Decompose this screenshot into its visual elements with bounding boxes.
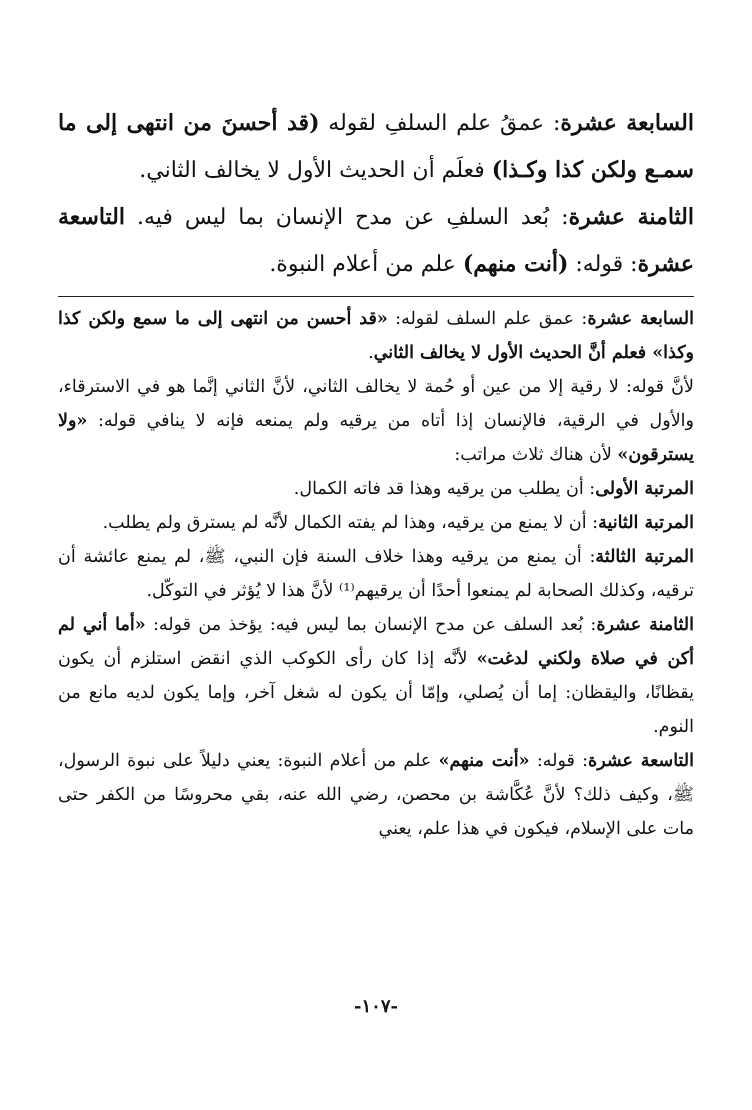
- text-run: : بُعد السلف عن مدح الإنسان بما ليس فيه: يؤخذ من قوله:: [145, 615, 597, 635]
- issue-heading: التاسعة عشرة: [588, 751, 695, 771]
- hadith-quote: «ولا يسترقون»: [58, 411, 694, 465]
- section-divider: [58, 296, 694, 297]
- level-two: [58, 506, 694, 540]
- text-run: لأنَّه إذا كان رأى الكوكب الذي انقض استلزم أن يكون يقظانًا، واليقظان: إما أن يُصلي، وإمّا أن يكون له شغل آخر، وإما يكون لديه مانع من النوم.: [58, 649, 694, 737]
- text-run: علم من أعلام النبوة.: [269, 252, 463, 277]
- hadith-quote: «قد أحسن من انتهى إلى ما سمع ولكن كذا وكذا» فعلم أنَّ الحديث الأول لا يخالف الثاني: [58, 309, 694, 363]
- commentary-paragraph-18: [58, 608, 694, 744]
- text-run: .: [368, 343, 374, 363]
- text-run: : عمق علم السلف لقوله:: [387, 309, 588, 329]
- hadith-quote: (أنت منهم): [462, 251, 569, 277]
- hadith-quote: «أنت منهم»: [438, 751, 530, 771]
- text-run: : أن يمنع من يرقيه وهذا خلاف السنة فإن النبي، ﷺ، لم يمنع عائشة أن ترقيه، وكذلك الصحابة لم يمنعوا أحدًا أن يرقيهم⁽¹⁾ لأنَّ هذا لا يُؤثر في التوكّل.: [58, 547, 694, 601]
- issue-heading: التاسعة عشرة: [58, 204, 694, 277]
- commentary-paragraph-ruqya: [58, 370, 694, 472]
- text-run: لأن هناك ثلاث مراتب:: [454, 445, 618, 465]
- level-one: [58, 472, 694, 506]
- main-text: [58, 100, 694, 288]
- text-run: : أن يطلب من يرقيه وهذا قد فاته الكمال.: [293, 479, 596, 499]
- page-number: -١٠٧-: [354, 996, 398, 1017]
- issue-heading: الثامنة عشرة: [596, 615, 694, 635]
- issue-heading: السابعة عشرة: [560, 110, 694, 136]
- commentary-text: [58, 302, 694, 846]
- level-heading: المرتبة الثانية: [598, 513, 694, 533]
- issue-heading: السابعة عشرة: [587, 309, 695, 329]
- text-run: : قوله:: [568, 252, 638, 277]
- main-paragraph-18-19: [58, 194, 694, 288]
- text-run: علم من أعلام النبوة: يعني دليلاً على نبوة الرسول، ﷺ، وكيف ذلك؟ لأنَّ عُكَّاشة بن محصن، رضي الله عنه، بقي محروسًا من الكفر حتى مات على الإسلام، فيكون في هذا علم، يعني: [58, 751, 694, 839]
- hadith-quote: «أما أني لم أكن في صلاة ولكني لدغت»: [58, 615, 694, 669]
- commentary-paragraph-17: [58, 302, 694, 370]
- commentary-paragraph-19: [58, 744, 694, 846]
- text-run: : عمقُ علم السلفِ لقوله: [319, 111, 561, 136]
- level-heading: المرتبة الأولى: [595, 479, 694, 499]
- main-paragraph-17: [58, 100, 694, 194]
- hadith-quote: (قد أحسنَ من انتهى إلى ما سمـع ولكن كذا وكـذا): [58, 110, 694, 183]
- text-run: : قوله:: [529, 751, 589, 771]
- text-run: فعلَم أن الحديث الأول لا يخالف الثاني.: [139, 158, 492, 183]
- level-heading: المرتبة الثالثة: [595, 547, 694, 567]
- text-run: : أن لا يمنع من يرقيه، وهذا لم يفته الكمال لأنَّه لم يسترق ولم يطلب.: [102, 513, 599, 533]
- text-run: : بُعد السلفِ عن مدح الإنسان بما ليس فيه.: [125, 205, 569, 230]
- text-run: لأنَّ قوله: لا رقية إلا من عين أو حُمة لا يخالف الثاني، لأنَّ الثاني إنَّما هو في الاسترقاء، والأول في الرقية، فالإنسان إذا أتاه من يرقيه ولم يمنعه فإنه لا ينافي قوله:: [58, 377, 694, 431]
- level-three: [58, 540, 694, 608]
- issue-heading: الثامنة عشرة: [568, 204, 695, 230]
